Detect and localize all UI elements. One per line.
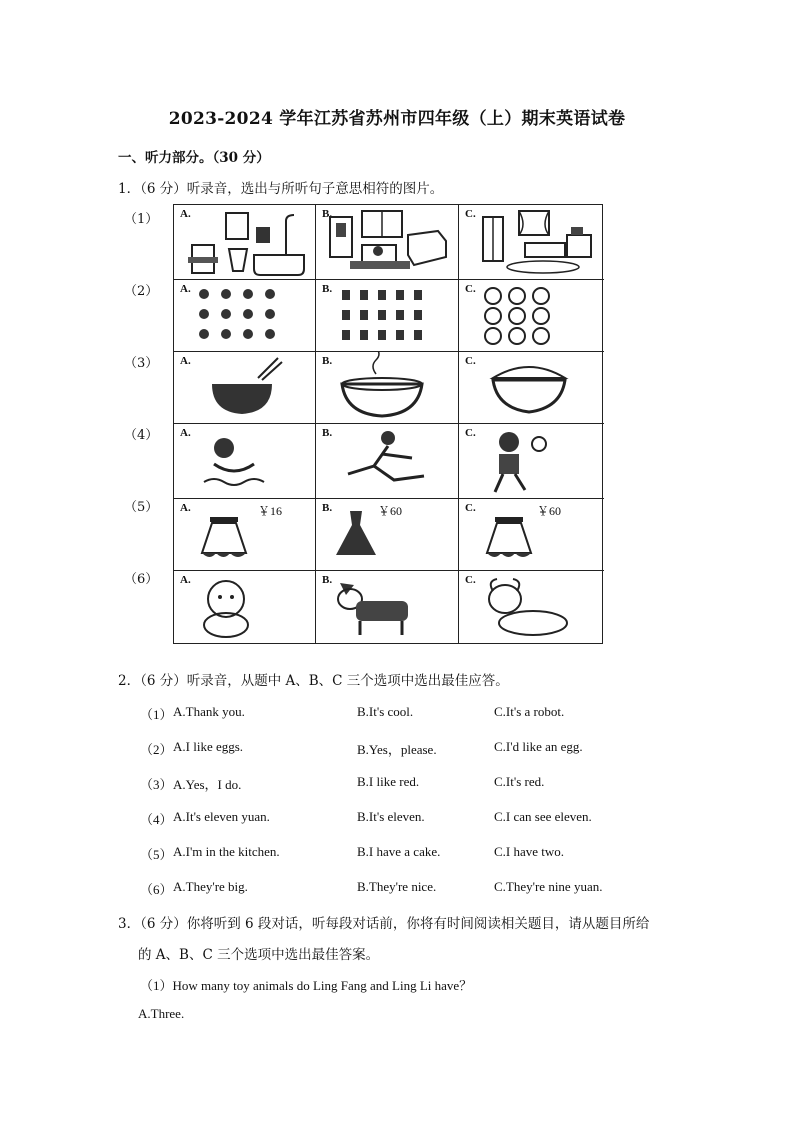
q2-item-number: （4） (140, 812, 173, 827)
row-label-4: （4） (124, 428, 159, 443)
option-football[interactable]: C. (459, 424, 604, 499)
rice-bowl-picture (459, 352, 604, 424)
dog-picture (459, 571, 604, 643)
question-3-stem-line1: 3．（6 分）你将听到 6 段对话，听每段对话前，你将有时间阅读相关题目，请从题目所给 (118, 916, 650, 932)
living-room-picture (316, 205, 459, 280)
q2-option-c[interactable]: C.I can see eleven. (494, 809, 592, 824)
row-label-5: （5） (124, 500, 159, 515)
dog-picture (316, 571, 459, 643)
option-soup[interactable]: B. (316, 352, 459, 424)
q2-option-b[interactable]: B.I have a cake. (357, 844, 441, 859)
q2-option-a[interactable]: A.I'm in the kitchen. (173, 844, 280, 859)
q2-option-b[interactable]: B.It's cool. (357, 704, 414, 719)
question-3-sub-1: （1）How many toy animals do Ling Fang and Ling Li have？ (140, 978, 473, 993)
option-skirt-60[interactable]: C. ￥60 (459, 499, 604, 571)
section-heading: 一、听力部分。（30 分） (118, 150, 270, 166)
question-3-stem-line2: 的 A、B、C 三个选项中选出最佳答案。 (138, 947, 380, 963)
q2-option-b[interactable]: B.I like red. (357, 774, 420, 789)
q2-option-a[interactable]: A.Thank you. (173, 704, 245, 719)
price-label: ￥60 (537, 504, 562, 518)
noodles-bowl-picture (174, 352, 316, 424)
option-grid-a[interactable]: A. (174, 280, 316, 352)
q2-option-c[interactable]: C.I'd like an egg. (494, 739, 583, 754)
row-label-3: （3） (124, 356, 159, 371)
option-fluffy-dog[interactable]: A. (174, 571, 316, 643)
option-noodles[interactable]: A. (174, 352, 316, 424)
option-grid-c[interactable]: C. (459, 280, 604, 352)
skating-picture (316, 424, 459, 499)
option-lying-dog[interactable]: C. (459, 571, 604, 643)
option-bedroom[interactable]: C. (459, 205, 604, 280)
option-living-room[interactable]: B. (316, 205, 459, 280)
bathroom-picture (174, 205, 316, 280)
page-title: 2023-2024 学年江苏省苏州市四年级（上）期末英语试卷 (168, 109, 626, 129)
q2-item-number: （5） (140, 847, 173, 862)
food-grid-a-picture (174, 280, 316, 352)
q2-option-c[interactable]: C.They're nine yuan. (494, 879, 603, 894)
swimming-picture (174, 424, 316, 499)
dress-picture (316, 499, 459, 571)
q2-option-b[interactable]: B.They're nice. (357, 879, 437, 894)
skirt-picture (174, 499, 316, 571)
picture-table (173, 204, 603, 644)
soup-bowl-picture (316, 352, 459, 424)
q2-option-c[interactable]: C.It's a robot. (494, 704, 565, 719)
football-picture (459, 424, 604, 499)
question-1-stem: 1．（6 分）听录音，选出与所听句子意思相符的图片。 (118, 181, 444, 197)
q2-item-number: （3） (140, 777, 173, 792)
q2-option-b[interactable]: B.Yes，please. (357, 742, 437, 757)
q2-option-b[interactable]: B.It's eleven. (357, 809, 425, 824)
option-swimming[interactable]: A. (174, 424, 316, 499)
option-dress-60[interactable]: B. ￥60 (316, 499, 459, 571)
q2-option-a[interactable]: A.They're big. (173, 879, 248, 894)
food-grid-c-picture (459, 280, 604, 352)
q2-option-c[interactable]: C.It's red. (494, 774, 545, 789)
option-bathroom[interactable]: A. (174, 205, 316, 280)
q2-option-a[interactable]: A.I like eggs. (173, 739, 244, 754)
row-label-6: （6） (124, 572, 159, 587)
q3-option-a[interactable]: A.Three. (138, 1006, 185, 1021)
row-label-2: （2） (124, 284, 159, 299)
q2-option-a[interactable]: A.Yes，I do. (173, 777, 242, 792)
q2-option-c[interactable]: C.I have two. (494, 844, 565, 859)
dog-picture (174, 571, 316, 643)
q2-item-number: （6） (140, 882, 173, 897)
price-label: ￥16 (258, 504, 283, 518)
skirt-picture (459, 499, 604, 571)
option-skirt-16[interactable]: A. ￥16 (174, 499, 316, 571)
bedroom-picture (459, 205, 604, 280)
q2-option-a[interactable]: A.It's eleven yuan. (173, 809, 270, 824)
food-grid-b-picture (316, 280, 459, 352)
option-rice[interactable]: C. (459, 352, 604, 424)
option-grid-b[interactable]: B. (316, 280, 459, 352)
option-corgi[interactable]: B. (316, 571, 459, 643)
price-label: ￥60 (378, 504, 403, 518)
option-skating[interactable]: B. (316, 424, 459, 499)
q2-item-number: （1） (140, 707, 173, 722)
q2-item-number: （2） (140, 742, 173, 757)
row-label-1: （1） (124, 212, 159, 227)
question-2-stem: 2．（6 分）听录音，从题中 A、B、C 三个选项中选出最佳应答。 (118, 673, 509, 689)
